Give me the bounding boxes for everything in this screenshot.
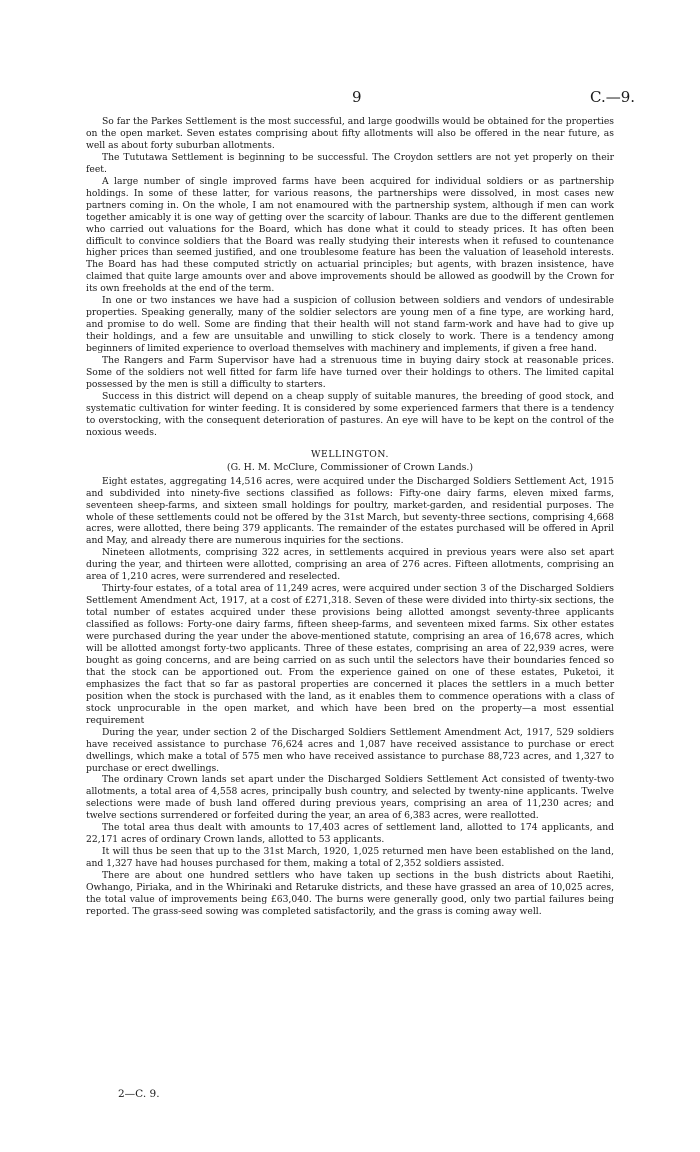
paragraph: The ordinary Crown lands set apart under the Discharged Soldiers Settlement Act consisted of twenty-two allotments, a total area of 4,558 acres, principally bush country, and selected by twenty-nine applicants. Twelve selections were made of bush land offered during previous years, comprising an area of 11,230 acres; and twelve sections surrendered or forfeited during the year, an area of 6,383 acres, were reallotted. xyxy=(86,774,614,822)
paragraph: So far the Parkes Settlement is the most successful, and large goodwills would be obtained for the properties on the open market. Seven estates comprising about fifty allotments will also be offered in the near future, as well as about forty suburban allotments. xyxy=(86,116,614,151)
paragraph: There are about one hundred settlers who have taken up sections in the bush districts about Raetihi, Owhango, Piriaka, and in the Whirinaki and Retaruke districts, and these have grassed an area of 10,025 acres, the total value of improvements being £63,040. The burns were generally good, only two partial failures being reported. The grass-seed sowing was completed satisfactorily, and the grass is coming away well. xyxy=(86,870,614,917)
section-heading: WELLINGTON. xyxy=(311,448,389,460)
paragraph: Thirty-four estates, of a total area of 11,249 acres, were acquired under section 3 of the Discharged Soldiers Settlement Amendment Act, 1917, at a cost of £271,318. Seven of these were divided into thirty-six sections, the total number of estates acquired under these provisions being allotted amongst seventy-three applicants classified as follows: Forty-one dairy farms, fifteen sheep-farms, and seventeen mixed farms. Six other estates were purchased during the year under the above-mentioned statute, comprising an area of 16,678 acres, which will be allotted amongst forty-two applicants. Three of these estates, comprising an area of 22,939 acres, were bought as going concerns, and are being carried on as such until the selectors have their boundaries fenced so that the stock can be apportioned out. From the experience gained on one of these estates, Puketoi, it emphasizes the fact that so far as pastoral properties are concerned it places the settlers in a much better position when the stock is purchased with the land, as it enables them to commence operations with a class of stock unprocurable in the open market, and which have been bred on the property—a most essential requirement xyxy=(86,583,614,726)
paragraph: The Rangers and Farm Supervisor have had a strenuous time in buying dairy stock at reasonable prices. Some of the soldiers not well fitted for farm life have turned over their holdings to others. The limited capital possessed by the men is still a difficulty to starters. xyxy=(86,355,614,390)
page-number: 9 xyxy=(352,88,362,106)
paragraph: A large number of single improved farms have been acquired for individual soldiers or as partnership holdings. In some of these latter, for various reasons, the partnerships were dissolved, in most cases new partners coming in. On the whole, I am not enamoured with the partnership system, although if men can work together amicably it is one way of getting over the scarcity of labour. Thanks are due to the different gentlemen who carried out valuations for the Board, which has done what it could to steady prices. It has often been difficult to convince soldiers that the Board was really studying their interests when it refused to countenance higher prices than seemed justified, and one troublesome feature has been the valuation of leasehold interests. The Board has had these computed strictly on actuarial principles; but agents, with brazen insistence, have claimed that quite large amounts over and above improvements should be allowed as goodwill by the Crown for its own freeholds at the end of the term. xyxy=(86,175,614,295)
paragraph: During the year, under section 2 of the Discharged Soldiers Settlement Amendment Act, 1917, 529 soldiers have received assistance to purchase 76,624 acres and 1,087 have received assistance to purchase or erect dwellings, which make a total of 575 men who have received assistance to purchase 88,723 acres, and 1,327 to purchase or erect dwellings. xyxy=(86,726,614,774)
paragraph: The total area thus dealt with amounts to 17,403 acres of settlement land, allotted to 174 applicants, and 22,171 acres of ordinary Crown lands, allotted to 53 applicants. xyxy=(86,822,614,846)
section-subheading: (G. H. M. McClure, Commissioner of Crown Lands.) xyxy=(226,461,474,473)
paragraph: The Tututawa Settlement is beginning to be successful. The Croydon settlers are not yet properly on their feet. xyxy=(86,151,614,175)
paragraph: Eight estates, aggregating 14,516 acres, were acquired under the Discharged Soldiers Settlement Act, 1915 and subdivided into ninety-five sections classified as follows: Fifty-one dairy farms, eleven mixed farms, seventeen sheep-farms, and sixteen small holdings for poultry, market-garden, and residential purposes. The whole of these settlements could not be offered by the 31st March, but seventy-three sections, comprising 4,668 acres, were allotted, there being 379 applicants. The remainder of the estates purchased will be offered in April and May, and already there are numerous inquiries for the sections. xyxy=(86,475,614,547)
footer-signature: 2—C. 9. xyxy=(118,1088,160,1100)
paragraph: In one or two instances we have had a suspicion of collusion between soldiers and vendors of undesirable properties. Speaking generally, many of the soldier selectors are young men of a fine type, are working hard, and promise to do well. Some are finding that their health will not stand farm-work and have had to give up their holdings, and a few are unsuitable and unwilling to stick closely to work. There is a tendency among beginners of limited experience to overload themselves with machinery and implements, if given a free hand. xyxy=(86,295,614,355)
paragraph: Success in this district will depend on a cheap supply of suitable manures, the breeding of good stock, and systematic cultivation for winter feeding. It is considered by some experienced farmers that there is a tendency to overstocking, with the consequent deterioration of pastures. An eye will have to be kept on the control of the noxious weeds. xyxy=(86,390,614,438)
body-text xyxy=(86,116,614,918)
paragraph: It will thus be seen that up to the 31st March, 1920, 1,025 returned men have been established on the land, and 1,327 have had houses purchased for them, making a total of 2,352 soldiers assisted. xyxy=(86,846,614,870)
paragraph: Nineteen allotments, comprising 322 acres, in settlements acquired in previous years were also set apart during the year, and thirteen were allotted, comprising an area of 276 acres. Fifteen allotments, comprising an area of 1,210 acres, were surrendered and reselected. xyxy=(86,547,614,583)
document-code: C.—9. xyxy=(590,88,636,106)
